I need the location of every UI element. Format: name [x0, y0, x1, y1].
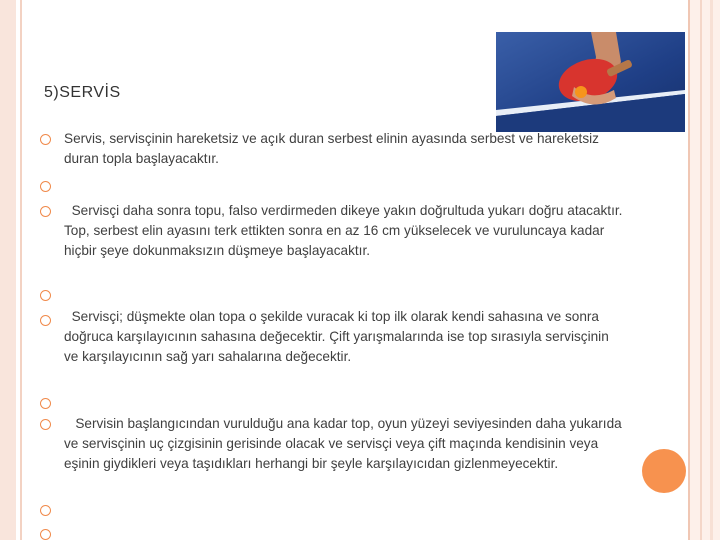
left-frame-border	[0, 0, 16, 540]
decorative-circle	[642, 449, 686, 493]
bullet-icon	[40, 290, 51, 301]
right-frame-line	[710, 0, 713, 540]
bullet-icon	[40, 505, 51, 516]
bullet-icon	[40, 419, 51, 430]
bullet-icon	[40, 206, 51, 217]
bullet-icon	[40, 134, 51, 145]
paragraph: Servisin başlangıcından vurulduğu ana kadar top, oyun yüzeyi seviyesinden daha yukarıda ve servisçinin uç çizgisinin gerisinde olacak ve servisçi veya çift maçında kendisinin veya eşinin giydikleri veya taşıdıkları herhangi bir şeyle karşılayıcıdan gizlenmeyecektir.	[64, 416, 626, 471]
paragraph: Servisçi; düşmekte olan topa o şekilde vuracak ki top ilk olarak kendi sahasına ve sonra doğruca karşılayıcının sahasına değecektir. Çift yarışmalarında ise top sırasıyla servisçinin ve karşılayıcının sağ yarı sahalarına değecektir.	[64, 309, 613, 364]
bullet-icon	[40, 181, 51, 192]
right-frame-border	[688, 0, 720, 540]
bullet-icon	[40, 529, 51, 540]
table-tennis-serve-photo	[496, 32, 685, 132]
slide-title: 5)SERVİS	[44, 84, 121, 101]
bullet-icon	[40, 315, 51, 326]
left-frame-line	[20, 0, 22, 540]
right-frame-line	[700, 0, 702, 540]
bullet-icon	[40, 398, 51, 409]
right-frame-line	[688, 0, 690, 540]
paragraph: Servis, servisçinin hareketsiz ve açık duran serbest elinin ayasında serbest ve hareketsiz duran topla başlayacaktır.	[64, 131, 603, 166]
paragraph: Servisçi daha sonra topu, falso verdirmeden dikeye yakın doğrultuda yukarı doğru atacaktır. Top, serbest elin ayasını terk ettikten sonra en az 16 cm yükselecek ve vuruluncaya kadar hiçbir şeye dokunmaksızın düşmeye başlayacaktır.	[64, 203, 626, 258]
